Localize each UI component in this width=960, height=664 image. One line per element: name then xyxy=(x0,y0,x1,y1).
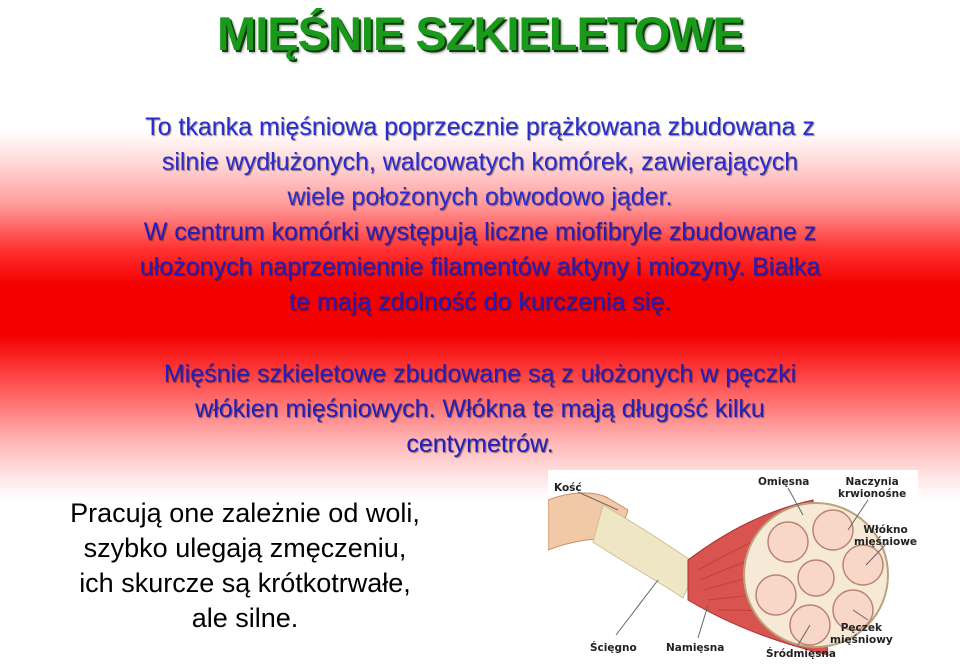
label-bone: Kość xyxy=(554,482,582,494)
properties-line: Pracują one zależnie od woli, xyxy=(70,498,420,528)
myofibril-line: ułożonych naprzemiennie filamentów aktyny i miozyny. Białka xyxy=(139,253,821,281)
page-title: MIĘŚNIE SZKIELETOWE xyxy=(217,7,743,60)
intro-line: To tkanka mięśniowa poprzecznie prążkowana zbudowana z xyxy=(145,113,815,141)
label-muscle-fiber: Włókno mięśniowe xyxy=(854,524,918,548)
intro-line: silnie wydłużonych, walcowatych komórek, zawierających xyxy=(161,148,799,176)
label-blood-vessels: Naczynia krwionośne xyxy=(838,476,907,500)
tendon-shape xyxy=(593,505,698,598)
properties-line: szybko ulegają zmęczeniu, xyxy=(83,533,407,563)
intro-paragraph xyxy=(20,110,940,215)
bundle-line: centymetrów. xyxy=(406,430,554,458)
myofibril-line: W centrum komórki występują liczne miofibryle zbudowane z xyxy=(143,218,817,246)
label-perimysium: Namięsna xyxy=(666,642,725,654)
label-endomysium: Śródmięsna xyxy=(766,648,836,660)
properties-line: ale silne. xyxy=(191,603,299,633)
bundle-paragraph xyxy=(20,357,940,462)
properties-line: ich skurcze są krótkotrwałe, xyxy=(79,568,411,598)
label-fascicle: Pęczek mięśniowy xyxy=(830,622,893,646)
intro-line: wiele położonych obwodowo jąder. xyxy=(287,183,673,211)
myofibril-paragraph xyxy=(20,215,940,320)
bundle-line: włókien mięśniowych. Włókna te mają długość kilku xyxy=(195,395,765,423)
label-epimysium: Omięsna xyxy=(758,476,810,488)
bundle-line: Mięśnie szkieletowe zbudowane są z ułożonych w pęczki xyxy=(163,360,797,388)
myofibril-line: te mają zdolność do kurczenia się. xyxy=(288,288,672,316)
muscle-anatomy-figure xyxy=(548,470,918,660)
label-tendon: Ścięgno xyxy=(590,642,637,654)
properties-text xyxy=(30,496,460,636)
